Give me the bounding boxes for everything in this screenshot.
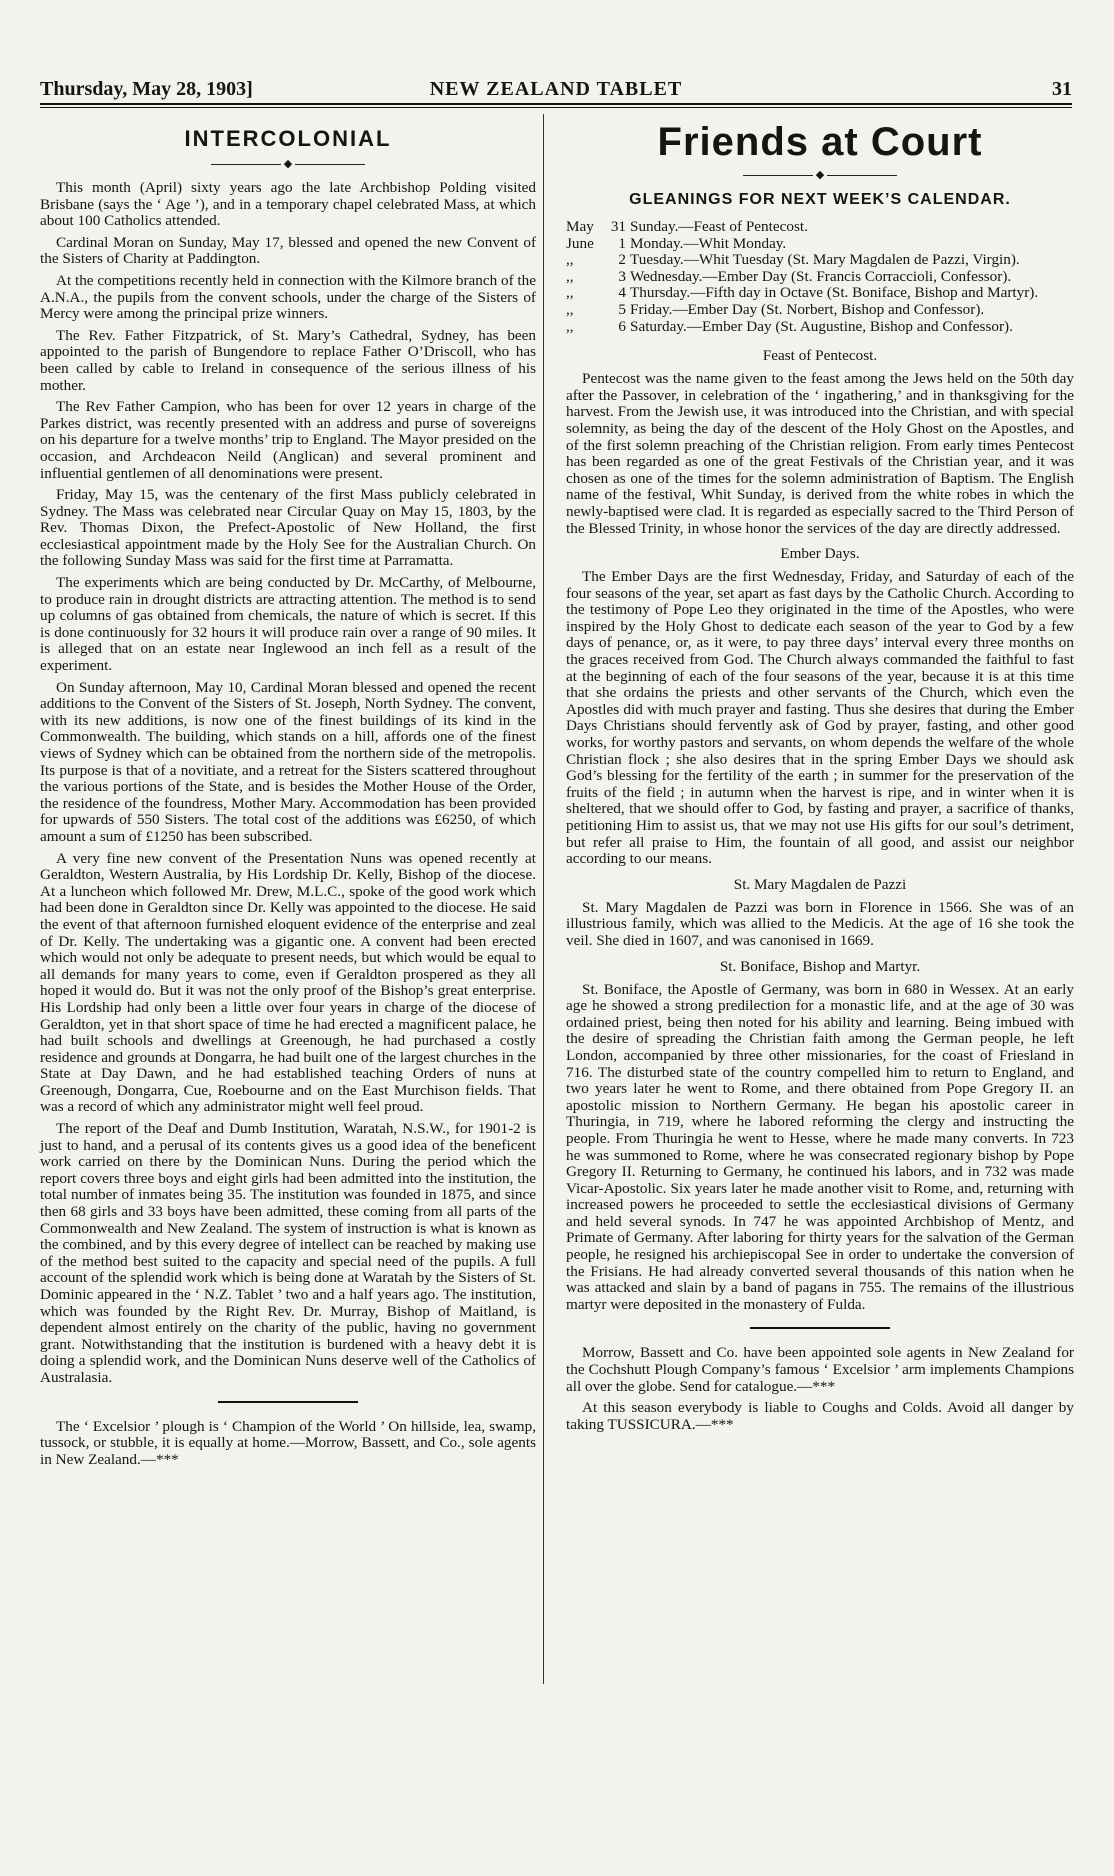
article-paragraph: The experiments which are being conducted by Dr. McCarthy, of Melbourne, to produce rain in drought districts are attracting attention. The method is to send up columns of gas obtained from chemicals, the nature of which is secret. If this is done continuously for 32 hours it will produce rain over a range of 90 miles. It is alleged that on an estate near Inglewood an inch fell as a result of the experiment. (40, 574, 536, 675)
right-column (566, 116, 1074, 1438)
calendar-text: Monday.—Whit Monday. (630, 234, 787, 252)
calendar-subheading: GLEANINGS FOR NEXT WEEK’S CALENDAR. (629, 191, 1011, 208)
calendar-text: Saturday.—Ember Day (St. Augustine, Bishop and Confessor). (630, 317, 1013, 335)
calendar-month: ,, (566, 251, 574, 269)
calendar-day: 31 (610, 218, 626, 235)
calendar-month: May (566, 218, 594, 235)
adverts (566, 1345, 1074, 1433)
section-paragraph: Pentecost was the name given to the feast among the Jews held on the 50th day after the Passover, in celebration of the ‘ ingathering,’ and in thanksgiving for the harvest. From the Jewish use, it was introduced into the Christian, and with special solemnity, as being the day of the descent of the Holy Ghost on the Apostles, and of the first solemn preaching of the Christian religion. From early times Pentecost has been regarded as one of the great Festivals of the Christian year, and it was chosen as one of the times for the solemn administration of Baptism. The English name of the festival, Whit Sunday, is derived from the white robes in which the newly-baptised were clad. It is regarded as especially sacred to the Third Person of the Blessed Trinity, in whose honor the services of the day are directly addressed. (566, 370, 1074, 537)
issue-date: Thursday, May 28, 1903] (40, 78, 253, 100)
page-number: 31 (1052, 78, 1072, 100)
article-paragraph: A very fine new convent of the Presentation Nuns was opened recently at Geraldton, Western Australia, by His Lordship Dr. Kelly, Bishop of the diocese. At a luncheon which followed Mr. Drew, M.L.C., spoke of the good work which had been done in Geraldton since Dr. Kelly was appointed to the diocese. He said the event of that afternoon furnished eloquent evidence of the enterprise and zeal of Dr. Kelly. The undertaking was a gigantic one. A convent had been erected which would not only be adequate to present needs, but which would be equal to all demands for many years to come, even if Geraldton prospered as they all hoped it would do. But it was not the only proof of the Bishop’s great enterprise. His Lordship had only been a little over four years in charge of the diocese of Geraldton, yet in that short space of time he had erected a magnificent palace, he had built schools and dwellings at Greenough, he had purchased a costly residence and grounds at Dongarra, he had built one of the largest churches in the State at Day Dawn, and he had established teaching Orders of nuns at Greenough, Dongarra, Cue, Roebourne and on the East Murchison fields. That was a record of which any administrator might well feel proud. (40, 849, 536, 1116)
calendar-day: 1 (618, 234, 626, 252)
calendar-list (566, 219, 1074, 335)
calendar-text: Thursday.—Fifth day in Octave (St. Boniface, Bishop and Martyr). (630, 284, 1039, 302)
calendar-entry (566, 302, 1074, 319)
calendar-entry (566, 285, 1074, 302)
calendar-month: ,, (566, 317, 574, 335)
article-paragraph: At the competitions recently held in connection with the Kilmore branch of the A.N.A., the pupils from the convent schools, under the charge of the Sisters of Mercy were among the principal prize winners. (40, 271, 536, 323)
calendar-month: ,, (566, 284, 574, 302)
intercolonial-heading: INTERCOLONIAL (184, 126, 392, 151)
calendar-entry (566, 252, 1074, 269)
calendar-text: Tuesday.—Whit Tuesday (St. Mary Magdalen de Pazzi, Virgin). (630, 251, 1020, 269)
section-title: St. Mary Magdalen de Pazzi (733, 875, 907, 893)
calendar-month: ,, (566, 300, 574, 318)
calendar-entry (566, 319, 1074, 336)
feast-section (566, 876, 1074, 950)
friends-at-court-heading: Friends at Court (657, 120, 983, 164)
feast-sections (566, 347, 1074, 1313)
calendar-day: 4 (618, 284, 626, 302)
calendar-month: ,, (566, 267, 574, 285)
advert-text: At this season everybody is liable to Coughs and Colds. Avoid all danger by taking TUSSICURA.—*** (566, 1399, 1074, 1433)
article-paragraph: This month (April) sixty years ago the late Archbishop Polding visited Brisbane (says the ‘ Age ’), and in a temporary chapel celebrated Mass, at which about 100 Catholics attended. (40, 179, 536, 230)
article-divider (750, 1327, 890, 1329)
calendar-text: Sunday.—Feast of Pentecost. (630, 218, 808, 235)
excelsior-advert (40, 1419, 536, 1469)
calendar-day: 2 (618, 251, 626, 269)
calendar-text: Friday.—Ember Day (St. Norbert, Bishop and Confessor). (630, 300, 985, 318)
article-paragraph: The report of the Deaf and Dumb Institution, Waratah, N.S.W., for 1901-2 is just to hand, and a perusal of its contents gives us a good idea of the beneficent work carried on there by the Dominican Nuns. During the period which the report covers three boys and eight girls had been admitted into the institution, the total number of inmates being 35. The institution was founded in 1875, and since then 68 girls and 33 boys have been admitted, these coming from all parts of the Commonwealth and New Zealand. The system of instruction is what is known as the combined, and by this every degree of intellect can be reached by making use of the method best suited to the capacity and special need of the pupils. A full account of the splendid work which is being done at Waratah by the Sisters of St. Dominic appeared in the ‘ N.Z. Tablet ’ two and a half years ago. The institution, which was founded by the Right Rev. Dr. Murray, Bishop of Maitland, is dependent almost entirely on the charity of the public, having no government grant. Notwithstanding that the institution is burdened with a heavy debt it is doing a splendid work, and the Dominican Nuns deserve well of the Catholics of Australasia. (40, 1120, 536, 1386)
intercolonial-article (40, 180, 536, 1387)
section-paragraph: St. Mary Magdalen de Pazzi was born in Florence in 1566. She was of an illustrious family, which was allied to the Medicis. At the age of 16 she took the veil. She died in 1607, and was canonised in 1669. (566, 898, 1074, 949)
feast-section (566, 958, 1074, 1314)
article-paragraph: The Rev Father Campion, who has been for over 12 years in charge of the Parkes district, was recently presented with an address and purse of sovereigns on his departure for a twelve months’ trip to England. The Mayor presided on the occasion, and Archdeacon Neild (Anglican) and several prominent and influential gentlemen of all denominations were present. (40, 398, 536, 482)
column-divider (543, 114, 544, 1684)
section-paragraph: St. Boniface, the Apostle of Germany, was born in 680 in Wessex. At an early age he showed a strong predilection for a monastic life, and at the age of 30 was ordained priest, being then noted for his ability and learning. Being imbued with the desire of spreading the Christian faith among the German people, he left London, accompanied by three other missionaries, for the coast of Friesland in 716. The disturbed state of the country compelled him to return to England, and two years later he went to Rome, and there obtained from Pope Gregory II. an apostolic mission to Northern Germany. He began his apostolic career in Thuringia, in 719, where he labored reforming the clergy and instructing the people. From Thuringia he went to Hesse, where he made many converts. In 723 he was summoned to Rome, where he was consecrated regionary bishop by Pope Gregory II. Returning to Germany, he continued his labors, and in 732 was made Vicar-Apostolic. Six years later he made another visit to Rome, and, returning with increased powers he proceeded to settle the ecclesiastical divisions of Germany and held several synods. In 747 he was appointed Archbishop of Mentz, and Primate of Germany. After laboring for thirty years for the salvation of the German people, he resigned his archiepiscopal See in order to undertake the conversion of the Frisians. He had already converted several thousands of this nation when he was attacked and slain by a band of pagans in 755. The remains of the illustrious martyr were deposited in the monastery of Fulda. (566, 980, 1074, 1313)
section-title: Feast of Pentecost. (762, 347, 878, 365)
heading-ornament: ◆ (566, 169, 1074, 181)
article-paragraph: On Sunday afternoon, May 10, Cardinal Moran blessed and opened the recent additions to the Convent of the Sisters of St. Joseph, North Sydney. The convent, with its new additions, is now one of the finest buildings of its kind in the Commonwealth. The building, which stands on a hill, affords one of the finest views of Sydney which can be obtained from the northern side of the metropolis. Its purpose is that of a novitiate, and a retreat for the Sisters scattered throughout the various portions of the State, and is besides the Mother House of the Order, the residence of the foundress, Mother Mary. Accommodation has been provided for upwards of 550 Sisters. The total cost of the additions was £6250, of which amount a sum of £1250 has been subscribed. (40, 678, 536, 845)
calendar-entry (566, 269, 1074, 286)
left-column (40, 116, 536, 1473)
section-title: Ember Days. (780, 545, 860, 563)
section-paragraph: The Ember Days are the first Wednesday, Friday, and Saturday of each of the four seasons of the year, set apart as fast days by the Catholic Church. According to the testimony of Pope Leo they originated in the time of the Apostles, who were inspired by the Holy Ghost to dedicate each season of the year to God by a few days of penance, or, as it were, to pay three days’ interval every three months on the graces received from God. The Church always commanded the faithful to fast at the beginning of each of the four seasons of the year, because it is at this time that she ordains the priests and other servants of the Church, which even the Apostles did with much prayer and fasting. Thus she desires that during the Ember Days Christians should fervently ask of God by prayer, fasting, and other good works, for worthy pastors and servants, on whom depends the welfare of the whole Christian flock ; she also desires that in the spring Ember Days we should ask God’s blessing for the fertility of the earth ; in summer for the preservation of the fruits of the field ; in autumn when the harvest is ripe, and in winter when it is sheltered, that we should offer to God, by fasting and prayer, a sacrifice of thanks, petitioning Him to assist us, that we may not use His gifts for our soul’s detriment, but refer all praise to Him, the fountain of all good, and assist our neighbor according to our means. (566, 568, 1074, 868)
advert-text: The ‘ Excelsior ’ plough is ‘ Champion of the World ’ On hillside, lea, swamp, tussock, or stubble, it is equally at home.—Morrow, Bassett, and Co., sole agents in New Zealand.—*** (40, 1417, 536, 1468)
advert-text: Morrow, Bassett and Co. have been appointed sole agents in New Zealand for the Cochshutt Plough Company’s famous ‘ Excelsior ’ arm implements Champions all over the globe. Send for catalogue.—*** (566, 1344, 1074, 1395)
calendar-entry (566, 236, 1074, 253)
header-rule (40, 103, 1072, 108)
section-title: St. Boniface, Bishop and Martyr. (719, 957, 921, 975)
page-header (40, 78, 1072, 100)
heading-ornament: ◆ (40, 158, 536, 170)
feast-section (566, 347, 1074, 537)
calendar-text: Wednesday.—Ember Day (St. Francis Corraccioli, Confessor). (630, 267, 1012, 285)
calendar-day: 6 (618, 317, 626, 335)
article-paragraph: The Rev. Father Fitzpatrick, of St. Mary’s Cathedral, Sydney, has been appointed to the parish of Bungendore to replace Father O’Driscoll, who has been called by cable to Ireland in consequence of the serious illness of his mother. (40, 326, 536, 394)
calendar-day: 5 (618, 300, 626, 318)
calendar-day: 3 (618, 267, 626, 285)
article-divider (218, 1401, 358, 1403)
calendar-month: June (566, 234, 594, 252)
calendar-entry (566, 219, 1074, 236)
feast-section (566, 545, 1074, 868)
newspaper-title: NEW ZEALAND TABLET (429, 78, 683, 100)
article-paragraph: Cardinal Moran on Sunday, May 17, blessed and opened the new Convent of the Sisters of Charity at Paddington. (40, 233, 536, 268)
article-paragraph: Friday, May 15, was the centenary of the first Mass publicly celebrated in Sydney. The Mass was celebrated near Circular Quay on May 15, 1803, by the Rev. Thomas Dixon, the Prefect-Apostolic of New Holland, the first ecclesiastical appointment made by the Holy See for the Australian Church. On the following Sunday Mass was said for the first time at Parramatta. (40, 486, 536, 570)
